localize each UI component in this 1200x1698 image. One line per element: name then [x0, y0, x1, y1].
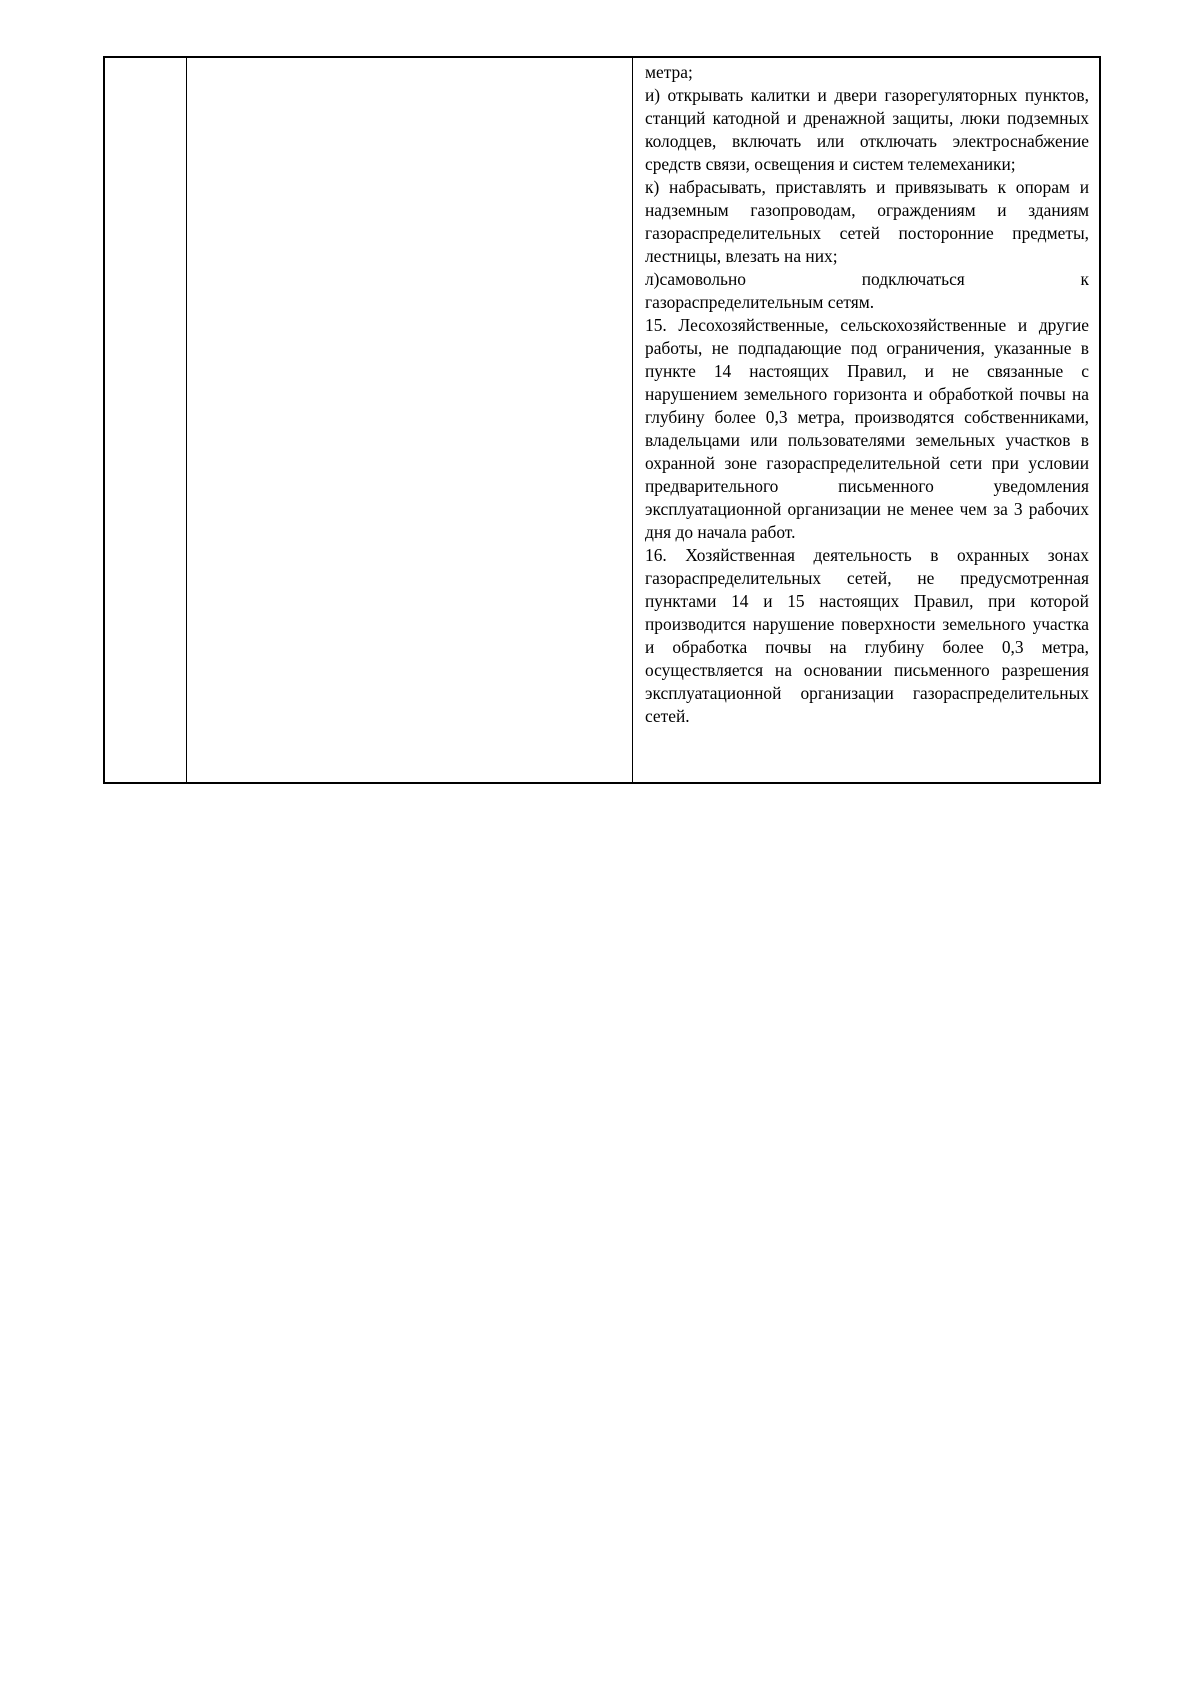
- paragraph-item-i: и) открывать калитки и двери газорегуляторных пунктов, станций катодной и дренажной защиты, люки подземных колодцев, включать или отключать электроснабжение средств связи, освещения и систем телемеханики;: [645, 85, 1089, 174]
- paragraph-item-l: л)самовольно подключаться к: [645, 269, 1089, 289]
- paragraph-section-16: 16. Хозяйственная деятельность в охранных зонах газораспределительных сетей, не предусмотренная пунктами 14 и 15 настоящих Правил, при которой производится нарушение поверхности земельного участка и обработка почвы на глубину более 0,3 метра, осуществляется на основании письменного разрешения эксплуатационной организации газораспределительных сетей.: [645, 545, 1089, 726]
- paragraph-item-l-continued: газораспределительным сетям.: [645, 292, 875, 312]
- table-column-title: [187, 58, 633, 782]
- document-table: [103, 56, 1101, 784]
- paragraph-meter: метра;: [645, 62, 693, 82]
- paragraph-section-15: 15. Лесохозяйственные, сельскохозяйственные и другие работы, не подпадающие под ограничения, указанные в пункте 14 настоящих Правил, и не связанные с нарушением земельного горизонта и обработкой почвы на глубину более 0,3 метра, производятся собственниками, владельцами или пользователями земельных участков в охранной зоне газораспределительной сети при условии предварительного письменного уведомления эксплуатационной организации не менее чем за 3 рабочих дня до начала работ.: [645, 315, 1089, 542]
- table-column-text: [633, 58, 1099, 782]
- table-column-number: [105, 58, 187, 782]
- paragraph-item-k: к) набрасывать, приставлять и привязывать к опорам и надземным газопроводам, ограждениям и зданиям газораспределительных сетей посторонние предметы, лестницы, влезать на них;: [645, 177, 1089, 266]
